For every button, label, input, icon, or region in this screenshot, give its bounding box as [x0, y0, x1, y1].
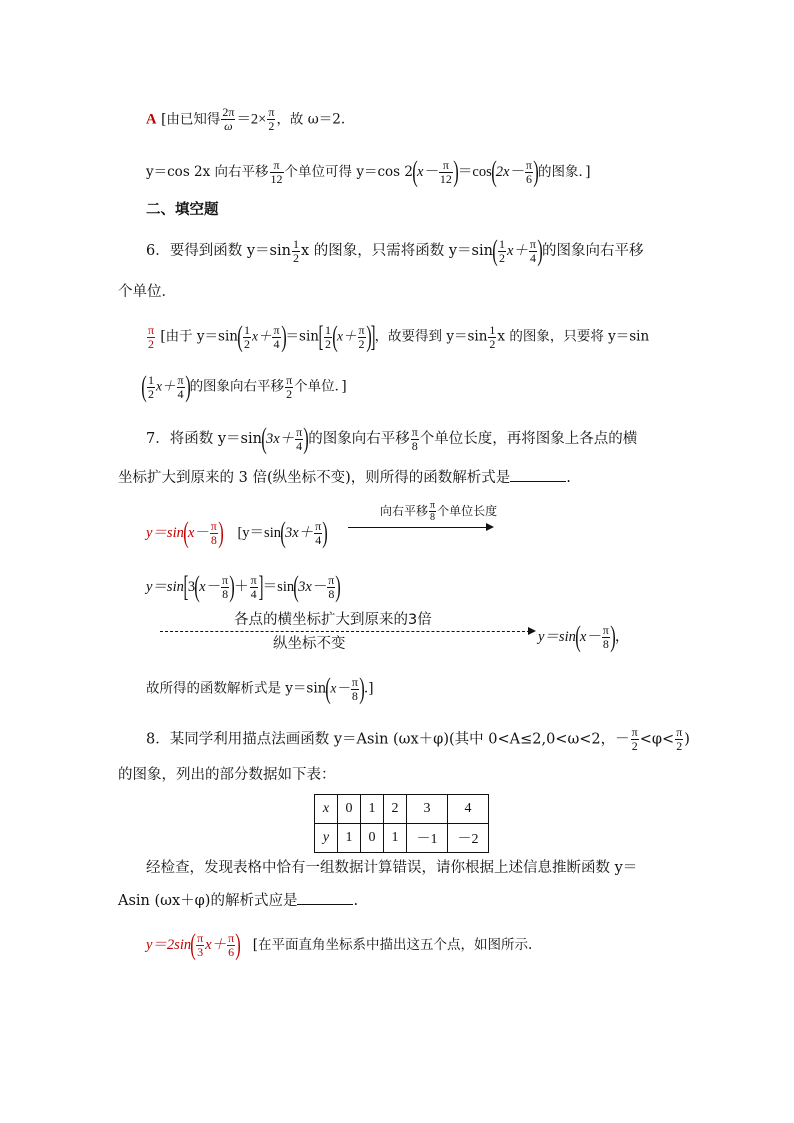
fraction: $\frac{1}{2}$: [325, 322, 331, 351]
fraction: $\frac{1}{2}$: [148, 372, 154, 401]
fraction: $\frac{\pi}{12}$: [439, 157, 452, 186]
fraction: $\frac{\pi}{2}$: [631, 725, 638, 753]
q7-text: 个单位长度，再将图象上各点的横: [419, 431, 638, 447]
q6-text: x＋: [506, 243, 528, 259]
fraction: $\frac{\pi}{8}$: [351, 674, 358, 703]
q5-line1: [146, 106, 345, 133]
fraction: $\frac{\pi}{8}$: [210, 518, 217, 547]
q8-explanation: y＝2sin( $\frac{\pi}{3}$ x＋ $\frac{\pi}{6}$ ) [在平面直角坐标系中描出这五个点，如图所示.: [146, 928, 533, 961]
fraction: $\frac{\pi}{8}$: [411, 424, 418, 453]
q6-text: 个单位．]: [294, 378, 347, 395]
q5-line2: y＝cos 2x 向右平移 $\frac{\pi}{12}$ 个单位可得 y＝cos 2(x－ $\frac{\pi}{12}$ )＝cos(2x－ $\frac{\pi}{6}$ )的图象．]: [146, 155, 591, 188]
q8-text: 8．某同学利用描点法画函数 y＝Asin (ωx＋φ)(其中 0<A≤2,0<ω<2，－: [146, 731, 630, 748]
q7-line1: 7．将函数 y＝sin(3x＋ $\frac{\pi}{4}$ )的图象向右平移 $\frac{\pi}{8}$ 个单位长度，再将图象上各点的横: [146, 422, 638, 455]
q5-text: 个单位可得 y＝cos 2: [284, 164, 413, 180]
q7-text: 3x＋: [284, 525, 314, 541]
q6-line1: 6．要得到函数 y＝sin $\frac{1}{2}$ x 的图象，只需将函数 y＝sin( $\frac{1}{2}$ x＋ $\frac{\pi}{4}$ )的图象向右平移: [146, 234, 644, 267]
q6-text: [由于 y＝sin: [160, 328, 238, 345]
q7-explanation-line1: y＝sin(x－ $\frac{\pi}{8}$ ) [y＝sin(3x＋ $\frac{\pi}{4}$ ): [146, 516, 328, 549]
table-cell: 3: [407, 795, 448, 824]
q5-text: x－: [416, 164, 438, 180]
q7-text: [y＝sin: [237, 525, 281, 541]
table-cell: －2: [448, 824, 489, 853]
q7-text: 7．将函数 y＝sin: [146, 431, 262, 447]
q7-text: ＋: [234, 579, 249, 595]
q7-transform-bottom: 纵坐标不变: [273, 636, 346, 652]
arrow-head-icon: [486, 523, 494, 531]
table-cell: 4: [448, 795, 489, 824]
fraction: $\frac{\pi}{8}$: [602, 622, 609, 651]
fraction: $\frac{1}{2}$: [489, 322, 496, 351]
q8-line2: 的图象，列出的部分数据如下表：: [118, 767, 336, 783]
fraction: $\frac{\pi}{4}$: [177, 372, 184, 401]
table-cell: x: [315, 795, 338, 824]
q5-text: y＝cos 2x 向右平移: [146, 164, 269, 180]
q6-explanation-line1: $\frac{\pi}{2}$ [由于 y＝sin( $\frac{1}{2}$ x＋ $\frac{\pi}{4}$ )＝sin[ $\frac{1}{2}$ (x＋ $\frac{\pi}{2}$ )]，故要得到 y＝sin $\frac{1}{2}$ x 的图象，只要将 y＝sin: [148, 320, 650, 353]
fraction: $\frac{1}{2}$: [243, 322, 250, 351]
q6-text: 的图象向右平移: [541, 243, 644, 259]
fraction: $\frac{\pi}{6}$: [525, 157, 532, 186]
fraction: $\frac{\pi}{4}$: [296, 424, 303, 453]
fraction: $\frac{\pi}{4}$: [250, 572, 257, 601]
q7-text: x－: [330, 680, 350, 696]
q7-text: 向右平移: [380, 504, 429, 518]
q5-text: ＝cos: [457, 164, 492, 180]
dashed-arrow-line: [160, 631, 530, 632]
q8-line1: [146, 726, 690, 753]
q6-text: ＝sin: [285, 328, 319, 345]
q7-text: y＝sin: [146, 579, 184, 595]
table-row: [315, 795, 489, 824]
q6-text: ，故要得到 y＝sin: [374, 328, 488, 345]
q8-text: .: [353, 893, 359, 909]
q6-text: x＋: [337, 328, 357, 344]
fraction: $\frac{\pi}{3}$: [197, 930, 204, 959]
fraction: $\frac{\pi}{8}$: [430, 500, 436, 523]
table-cell: 2: [384, 795, 407, 824]
fraction: $\frac{\pi}{8}$: [328, 572, 335, 601]
q7-text: ＝sin: [262, 579, 295, 595]
q7-text: 3x＋: [265, 431, 295, 447]
fraction: $\frac{2\pi}{\omega}$: [222, 105, 235, 133]
q7-arrow-label: [380, 500, 497, 523]
fraction: $\frac{\pi}{4}$: [529, 236, 536, 265]
table-cell: 0: [361, 824, 384, 853]
fraction: $\frac{\pi}{2}$: [676, 725, 683, 753]
q8-answer: y＝2sin: [146, 937, 192, 953]
q7-text: 3x－: [298, 579, 327, 595]
answer-blank: [510, 467, 566, 482]
q5-text: ，故 ω＝2.: [276, 111, 346, 128]
q7-text: 的图象向右平移: [308, 431, 410, 447]
section-title: 二、填空题: [146, 201, 219, 218]
q8-line3: 经检查，发现表格中恰有一组数据计算错误，请你根据上述信息推断函数 y＝: [146, 860, 638, 876]
q7-line2: [118, 467, 571, 488]
q7-text: .]: [363, 680, 374, 697]
q8-text: Asin (ωx＋φ)的解析式应是: [118, 893, 298, 909]
q8-text: [在平面直角坐标系中描出这五个点，如图所示.: [252, 937, 533, 953]
q7-text: 个单位长度: [437, 504, 498, 518]
q6-text: x＋: [156, 378, 176, 394]
q6-explanation-line2: ( $\frac{1}{2}$ x＋ $\frac{\pi}{4}$ )的图象向右平移 $\frac{\pi}{2}$ 个单位．]: [141, 370, 347, 403]
table-cell: 1: [338, 824, 361, 853]
table-cell: 1: [384, 824, 407, 853]
fraction: $\frac{\pi}{8}$: [222, 572, 229, 601]
table-row: [315, 824, 489, 853]
fraction: $\frac{\pi}{2}$: [268, 105, 275, 133]
q7-explanation-line2: y＝sin[3(x－ $\frac{\pi}{8}$ )＋ $\frac{\pi}{4}$ ]＝sin(3x－ $\frac{\pi}{8}$ ): [146, 570, 342, 603]
q7-text: y＝sin: [538, 629, 576, 645]
table-cell: y: [315, 824, 338, 853]
arrow-line: [348, 527, 488, 528]
q6-text: x 的图象，只需将函数 y＝sin: [300, 243, 493, 259]
table-cell: －1: [407, 824, 448, 853]
table-cell: 1: [361, 795, 384, 824]
q5-text: ＝2×: [236, 111, 267, 128]
q5-answer: A: [146, 111, 157, 128]
q6-line2: 个单位．: [118, 284, 176, 300]
fraction: $\frac{1}{2}$: [292, 236, 299, 265]
q6-text: 的图象向右平移: [189, 378, 285, 395]
q7-result: y＝sin(x－ $\frac{\pi}{8}$ )，: [538, 620, 630, 653]
q6-answer: $\frac{\pi}{2}$: [148, 322, 155, 351]
fraction: $\frac{\pi}{4}$: [315, 518, 322, 547]
arrow-head-icon: [528, 627, 536, 635]
fraction: $\frac{\pi}{6}$: [228, 930, 235, 959]
q7-text: .: [566, 470, 571, 486]
q7-text: ，: [614, 629, 630, 645]
table-cell: 0: [338, 795, 361, 824]
q7-text: x－: [199, 579, 221, 595]
q8-answer: x＋: [205, 937, 227, 953]
q6-text: x＋: [251, 328, 272, 344]
answer-blank: [297, 890, 353, 905]
q5-text: 的图象．]: [537, 164, 591, 180]
q7-answer: x－: [187, 525, 209, 541]
fraction: $\frac{\pi}{2}$: [358, 322, 365, 351]
q7-text: 3: [187, 579, 196, 595]
q5-text: 2x－: [495, 164, 524, 180]
q7-answer: y＝sin: [146, 525, 184, 541]
fraction: $\frac{\pi}{2}$: [286, 372, 293, 401]
q6-text: x 的图象，只要将 y＝sin: [497, 328, 650, 345]
q8-text: <φ<: [639, 731, 675, 748]
fraction: $\frac{1}{2}$: [498, 236, 505, 265]
q5-text: [由已知得: [161, 111, 221, 128]
fraction: $\frac{\pi}{4}$: [273, 322, 280, 351]
q7-text: 故所得的函数解析式是 y＝sin: [146, 680, 327, 697]
q7-text: x－: [579, 629, 601, 645]
q7-text: 坐标扩大到原来的 3 倍(纵坐标不变)，则所得的函数解析式是: [118, 470, 511, 486]
q8-text: ): [684, 731, 690, 748]
q7-explanation-line3: 故所得的函数解析式是 y＝sin(x－ $\frac{\pi}{8}$ ).]: [146, 672, 374, 705]
q6-text: 6．要得到函数 y＝sin: [146, 243, 291, 259]
q8-line4: [118, 890, 358, 911]
q7-transform-top: 各点的横坐标扩大到原来的3倍: [234, 612, 432, 628]
fraction: $\frac{\pi}{12}$: [270, 157, 283, 186]
data-table: [314, 794, 489, 853]
